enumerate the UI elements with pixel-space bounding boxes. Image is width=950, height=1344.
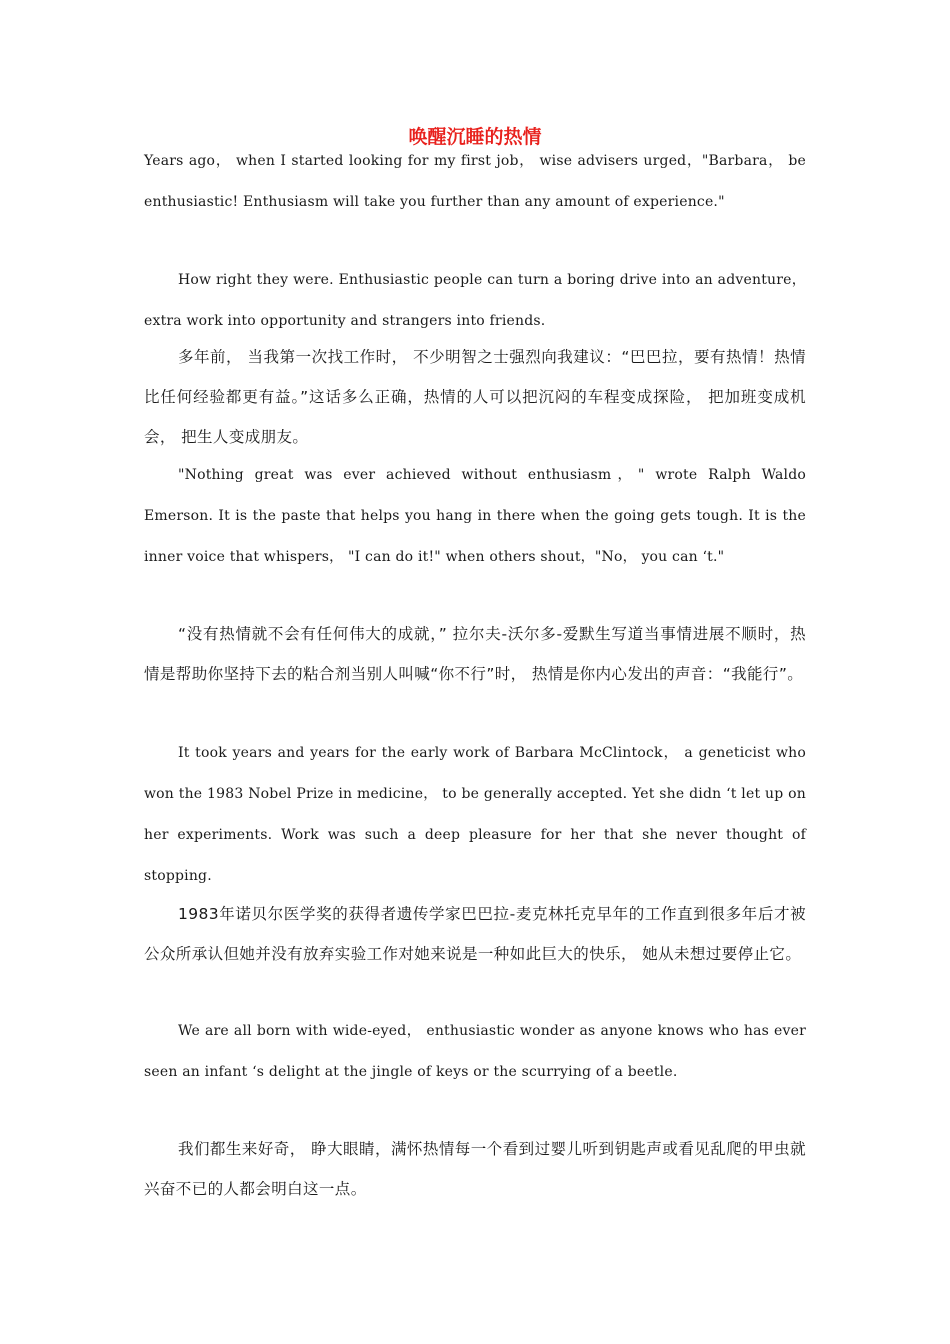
paragraph-en-3: "Nothing great was ever achieved without enthusiasm，" wrote Ralph Waldo Emerson. It is the paste that helps you hang in there when the going gets tough. It is the inner voice that whispers， "I can do it!" when others shout，"No， you can ‘t." — [144, 467, 806, 565]
paragraph-zh-4: 我们都生来好奇， 睁大眼睛，满怀热情每一个看到过婴儿听到钥匙声或看见乱爬的甲虫就兴奋不已的人都会明白这一点。 — [144, 1140, 806, 1198]
paragraph-zh-3: 1983年诺贝尔医学奖的获得者遗传学家巴巴拉-麦克林托克早年的工作直到很多年后才被公众所承认但她并没有放弃实验工作对她来说是一种如此巨大的快乐， 她从未想过要停止它。 — [144, 905, 806, 963]
paragraph-zh-2: “没有热情就不会有任何伟大的成就，” 拉尔夫-沃尔多-爱默生写道当事情进展不顺时，热情是帮助你坚持下去的粘合剂当别人叫喊“你不行”时， 热情是你内心发出的声音：“我能行”。 — [144, 625, 806, 683]
paragraph-en-4: It took years and years for the early work of Barbara McClintock， a geneticist who won the 1983 Nobel Prize in medicine， to be generally accepted. Yet she didn ‘t let up on her experiments. Work was such a deep pleasure for her that she never thought of stopping. — [144, 745, 806, 884]
paragraph-en-1: Years ago， when I started looking for my first job， wise advisers urged，"Barbara， be enthusiastic! Enthusiasm will take you further than any amount of experience." — [144, 153, 806, 210]
paragraph-en-2: How right they were. Enthusiastic people can turn a boring drive into an adventure， extra work into opportunity and strangers into friends. — [144, 272, 806, 329]
document-title: 唤醒沉睡的热情 — [408, 126, 542, 148]
paragraph-en-5: We are all born with wide-eyed， enthusiastic wonder as anyone knows who has ever seen an infant ‘s delight at the jingle of keys or the scurrying of a beetle. — [144, 1023, 806, 1080]
paragraph-zh-1: 多年前， 当我第一次找工作时， 不少明智之士强烈向我建议：“巴巴拉，要有热情！热情比任何经验都更有益。”这话多么正确，热情的人可以把沉闷的车程变成探险， 把加班变成机会， 把生人变成朋友。 — [144, 348, 806, 446]
